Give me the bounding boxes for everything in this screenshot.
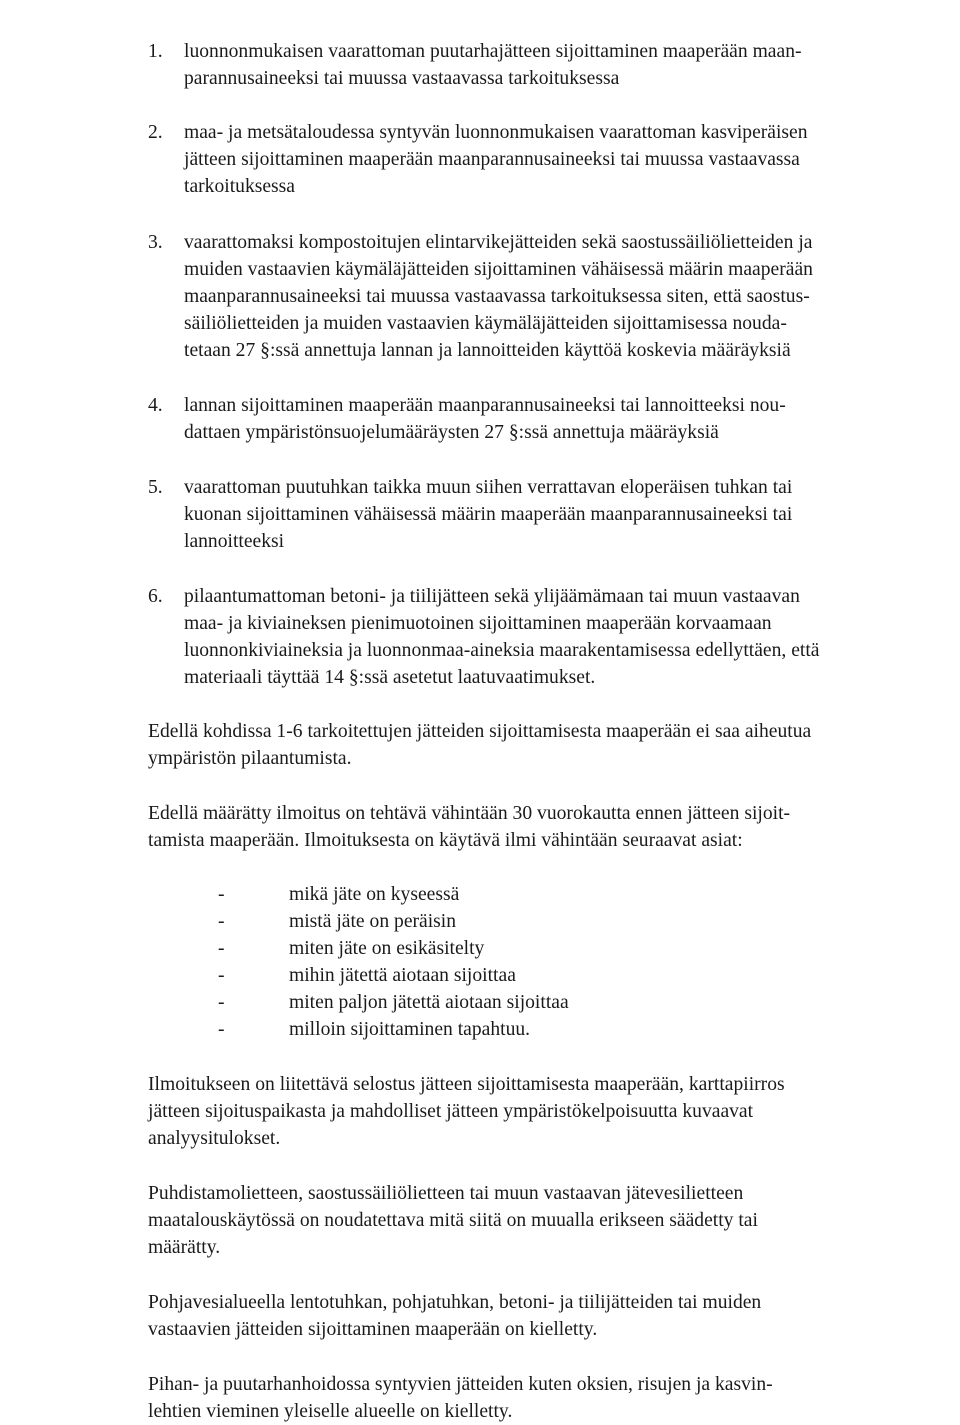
paragraph-line: Edellä kohdissa 1-6 tarkoitettujen jätteiden sijoittamisesta maaperään ei saa aiheutua [148,721,812,742]
dash-marker: - [218,938,225,959]
paragraph-line: Pohjavesialueella lentotuhkan, pohjatuhkan, betoni- ja tiilijätteiden tai muiden [148,1292,762,1313]
paragraph-line: tamista maaperään. Ilmoituksesta on käytävä ilmi vähintään seuraavat asiat: [148,830,743,851]
item-text-line: vaarattoman puutuhkan taikka muun siihen verrattavan eloperäisen tuhkan tai [184,477,793,498]
dash-list-item: milloin sijoittaminen tapahtuu. [289,1019,531,1040]
dash-list-item: miten paljon jätettä aiotaan sijoittaa [289,992,569,1013]
item-text-line: lannan sijoittaminen maaperään maanparannusaineeksi tai lannoitteeksi nou- [184,395,786,416]
item-text-line: dattaen ympäristönsuojelumääräysten 27 §:ssä annettuja määräyksiä [184,422,719,443]
item-text-line: materiaali täyttää 14 §:ssä asetetut laatuvaatimukset. [184,667,596,688]
item-number: 4. [148,395,163,416]
item-text-line: kuonan sijoittaminen vähäisessä määrin maaperään maanparannusaineeksi tai [184,504,793,525]
item-number: 1. [148,41,163,62]
item-text-line: parannusaineeksi tai muussa vastaavassa tarkoituksessa [184,68,620,89]
item-text-line: pilaantumattoman betoni- ja tiilijätteen sekä ylijäämämaan tai muun vastaavan [184,586,800,607]
dash-list-item: miten jäte on esikäsitelty [289,938,485,959]
dash-marker: - [218,965,225,986]
item-text-line: jätteen sijoittaminen maaperään maanparannusaineeksi tai muussa vastaavassa [184,149,800,170]
item-number: 2. [148,122,163,143]
item-text-line: tetaan 27 §:ssä annettuja lannan ja lannoitteiden käyttöä koskevia määräyksiä [184,340,791,361]
paragraph-line: jätteen sijoituspaikasta ja mahdolliset jätteen ympäristökelpoisuutta kuvaavat [148,1101,754,1122]
dash-marker: - [218,1019,225,1040]
paragraph-line: ympäristön pilaantumista. [148,748,352,769]
paragraph-line: lehtien vieminen yleiselle alueelle on kielletty. [148,1401,513,1422]
paragraph-line: vastaavien jätteiden sijoittaminen maaperään on kielletty. [148,1319,598,1340]
item-text-line: maanparannusaineeksi tai muussa vastaavassa tarkoituksessa siten, että saostus- [184,286,810,307]
item-text-line: säiliölietteiden ja muiden vastaavien käymäläjätteiden sijoittamisessa nouda- [184,313,787,334]
item-number: 5. [148,477,163,498]
item-text-line: luonnonmukaisen vaarattoman puutarhajätteen sijoittaminen maaperään maan- [184,41,802,62]
item-text-line: vaarattomaksi kompostoitujen elintarvikejätteiden sekä saostussäiliölietteiden ja [184,232,813,253]
item-number: 6. [148,586,163,607]
dash-list-item: mihin jätettä aiotaan sijoittaa [289,965,516,986]
dash-marker: - [218,911,225,932]
item-text-line: muiden vastaavien käymäläjätteiden sijoittaminen vähäisessä määrin maaperään [184,259,813,280]
dash-marker: - [218,992,225,1013]
paragraph-line: Pihan- ja puutarhanhoidossa syntyvien jätteiden kuten oksien, risujen ja kasvin- [148,1374,773,1395]
item-text-line: maa- ja kiviaineksen pienimuotoinen sijoittaminen maaperään korvaamaan [184,613,772,634]
item-text-line: luonnonkiviaineksia ja luonnonmaa-aineksia maarakentamisessa edellyttäen, että [184,640,820,661]
paragraph-line: Puhdistamolietteen, saostussäiliölietteen tai muun vastaavan jätevesilietteen [148,1183,744,1204]
paragraph-line: analyysitulokset. [148,1128,281,1149]
paragraph-line: Ilmoitukseen on liitettävä selostus jätteen sijoittamisesta maaperään, karttapiirros [148,1074,785,1095]
item-number: 3. [148,232,163,253]
paragraph-line: maatalouskäytössä on noudatettava mitä siitä on muualla erikseen säädetty tai [148,1210,758,1231]
paragraph-line: Edellä määrätty ilmoitus on tehtävä vähintään 30 vuorokautta ennen jätteen sijoit- [148,803,791,824]
dash-list-item: mikä jäte on kyseessä [289,884,460,905]
item-text-line: maa- ja metsätaloudessa syntyvän luonnonmukaisen vaarattoman kasviperäisen [184,122,808,143]
item-text-line: lannoitteeksi [184,531,285,552]
item-text-line: tarkoituksessa [184,176,296,197]
dash-list-item: mistä jäte on peräisin [289,911,457,932]
dash-marker: - [218,884,225,905]
paragraph-line: määrätty. [148,1237,221,1258]
